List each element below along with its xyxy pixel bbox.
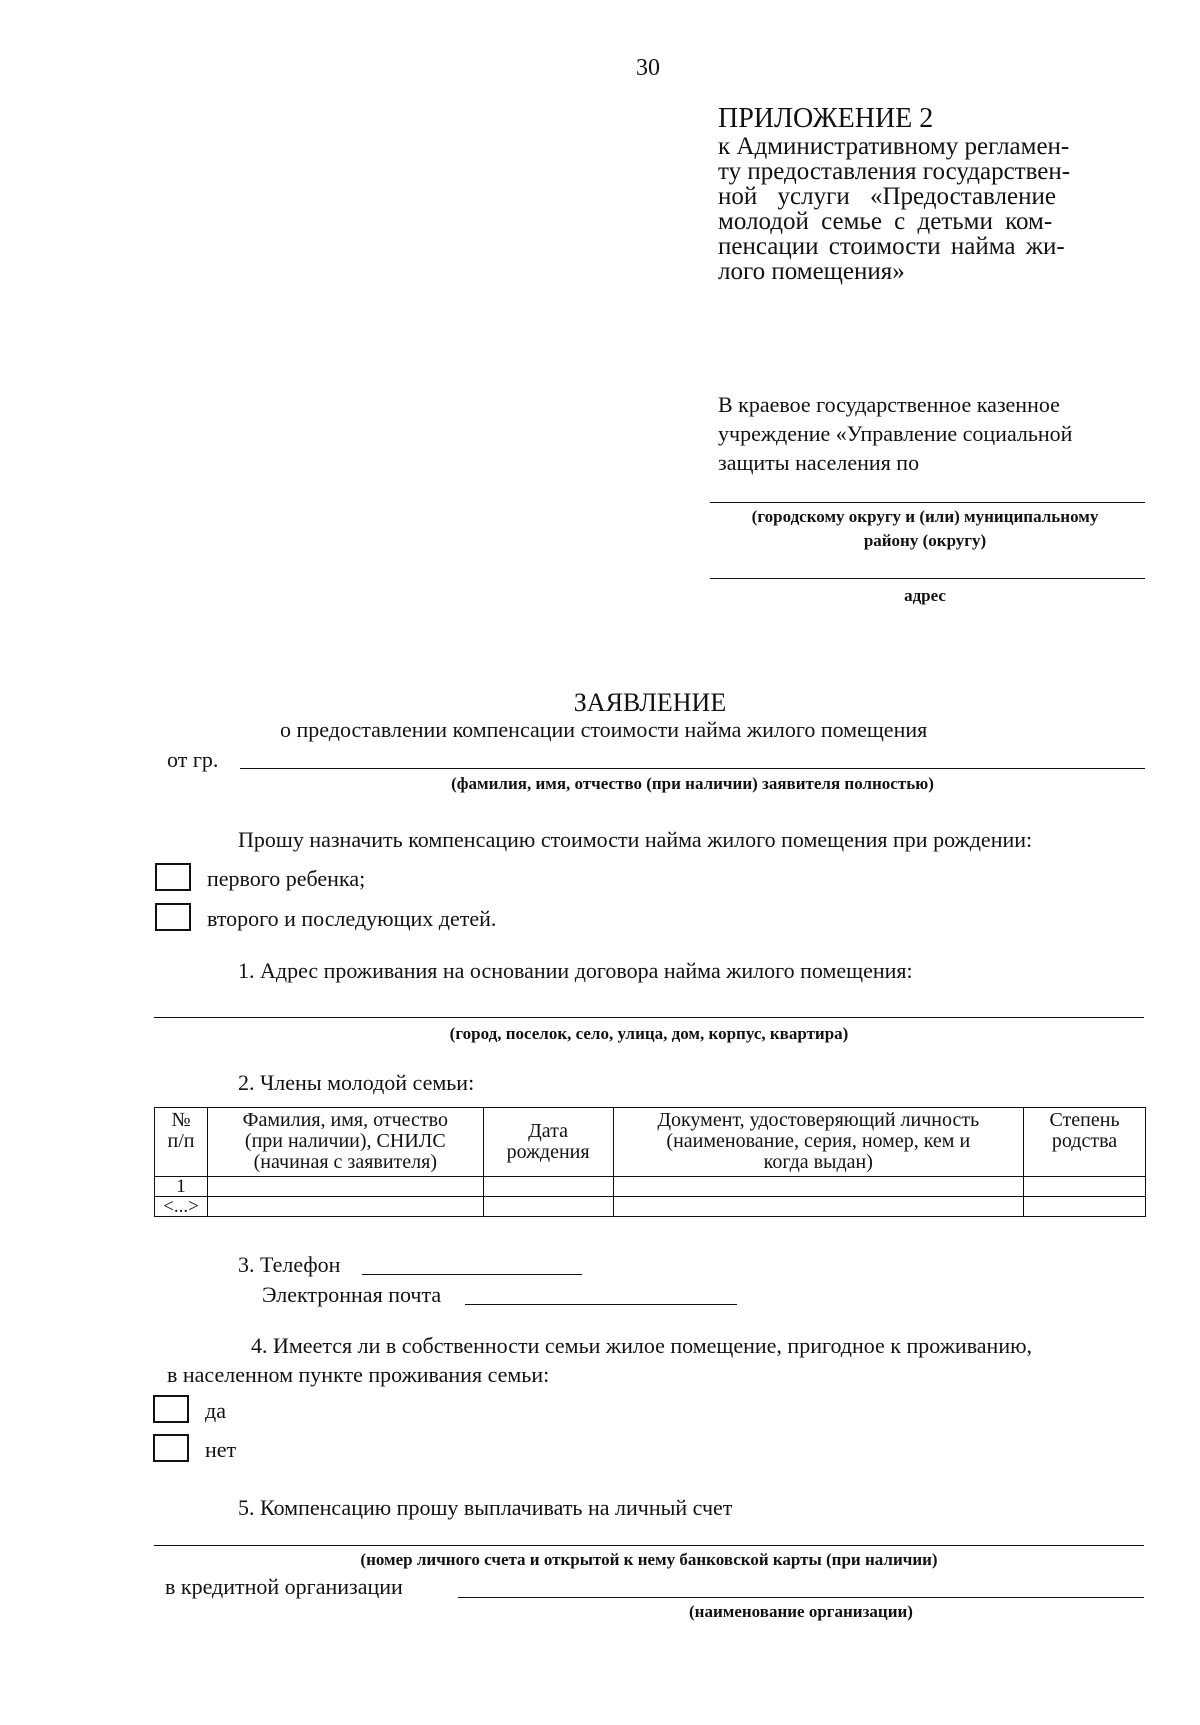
second-child-checkbox[interactable] [155,903,191,931]
header-line: (начиная с заявителя) [253,1151,438,1173]
appendix-line: ной услуги «Предоставление [718,183,1056,210]
table-cell[interactable] [613,1177,1024,1197]
addressee-block [718,390,1148,477]
first-child-label: первого ребенка; [207,866,366,891]
request-text: Прошу назначить компенсацию стоимости найма жилого помещения при рождении: [238,827,1033,852]
residence-address-caption: (город, поселок, село, улица, дом, корпус, квартира) [449,1024,849,1043]
appendix-heading: ПРИЛОЖЕНИЕ 2 [718,103,934,134]
table-header-row [155,1108,1146,1177]
appendix-line: лого помещения» [718,258,905,285]
email-label: Электронная почта [262,1282,442,1307]
appendix-line: к Административному регламен- [718,133,1070,160]
bank-name-caption: (наименование организации) [689,1602,913,1621]
appendix-line: пенсации стоимости найма жи- [718,233,1065,260]
phone-field[interactable] [362,1274,582,1275]
district-caption [705,505,1145,553]
bank-name-field[interactable] [458,1597,1144,1598]
residence-address-field[interactable] [154,1017,1144,1018]
header-line: Степень [1049,1109,1120,1131]
table-cell[interactable] [613,1197,1024,1217]
table-cell[interactable] [1024,1197,1146,1217]
header-number [155,1108,208,1177]
account-number-field[interactable] [154,1545,1144,1546]
header-line: Дата [528,1120,569,1142]
address-field[interactable] [710,578,1145,579]
table-row [155,1197,1146,1217]
header-identity-document [613,1108,1024,1177]
email-field[interactable] [465,1304,737,1305]
header-line: № [171,1109,191,1131]
statement-title: ЗАЯВЛЕНИЕ [573,688,727,717]
second-child-label: второго и последующих детей. [207,906,497,931]
addressee-line: учреждение «Управление социальной [718,421,1073,446]
table-cell[interactable] [207,1177,483,1197]
page-number: 30 [636,55,660,81]
appendix-line: ту предоставления государствен- [718,158,1071,185]
section4-text-line2: в населенном пункте проживания семьи: [167,1362,550,1387]
housing-no-label: нет [205,1437,237,1462]
header-line: Документ, удостоверяющий личность [657,1109,980,1131]
district-caption-line: району (округу) [863,531,987,550]
family-members-table [154,1107,1146,1217]
table-row [155,1177,1146,1197]
header-line: п/п [167,1130,195,1152]
account-number-caption: (номер личного счета и открытой к нему банковской карты (при наличии) [360,1550,938,1569]
header-relationship [1024,1108,1146,1177]
header-line: родства [1051,1130,1118,1152]
applicant-name-caption: (фамилия, имя, отчество (при наличии) заявителя полностью) [451,774,934,793]
table-cell[interactable] [483,1177,613,1197]
first-child-checkbox[interactable] [155,863,191,891]
section2-text: 2. Члены молодой семьи: [238,1070,475,1095]
header-line: рождения [506,1141,590,1163]
addressee-line: защиты населения по [718,450,920,475]
table-cell[interactable] [207,1197,483,1217]
header-birth-date [483,1108,613,1177]
table-cell: 1 [155,1177,208,1197]
header-line: когда выдан) [763,1151,873,1173]
section4-text-line1: 4. Имеется ли в собственности семьи жилое помещение, пригодное к проживанию, [251,1333,1033,1358]
statement-subtitle: о предоставлении компенсации стоимости найма жилого помещения [280,717,928,742]
housing-no-checkbox[interactable] [153,1434,189,1462]
appendix-line: молодой семье с детьми ком- [718,208,1053,235]
district-caption-line: (городскому округу и (или) муниципальному [751,507,1099,526]
table-cell: <...> [155,1197,208,1217]
address-caption: адрес [904,586,946,605]
from-label: от гр. [167,747,219,772]
district-field[interactable] [710,502,1145,503]
addressee-line: В краевое государственное казенное [718,392,1060,417]
header-full-name [207,1108,483,1177]
applicant-name-field[interactable] [240,768,1145,769]
header-line: (при наличии), СНИЛС [244,1130,446,1152]
appendix-block [718,104,1134,284]
bank-label: в кредитной организации [165,1574,403,1599]
header-line: Фамилия, имя, отчество [242,1109,448,1131]
housing-yes-label: да [205,1398,226,1423]
header-line: (наименование, серия, номер, кем и [666,1130,971,1152]
phone-label: 3. Телефон [238,1252,341,1277]
table-cell[interactable] [483,1197,613,1217]
section5-text: 5. Компенсацию прошу выплачивать на личный счет [238,1495,733,1520]
table-cell[interactable] [1024,1177,1146,1197]
housing-yes-checkbox[interactable] [153,1395,189,1423]
section1-text: 1. Адрес проживания на основании договора найма жилого помещения: [238,958,913,983]
